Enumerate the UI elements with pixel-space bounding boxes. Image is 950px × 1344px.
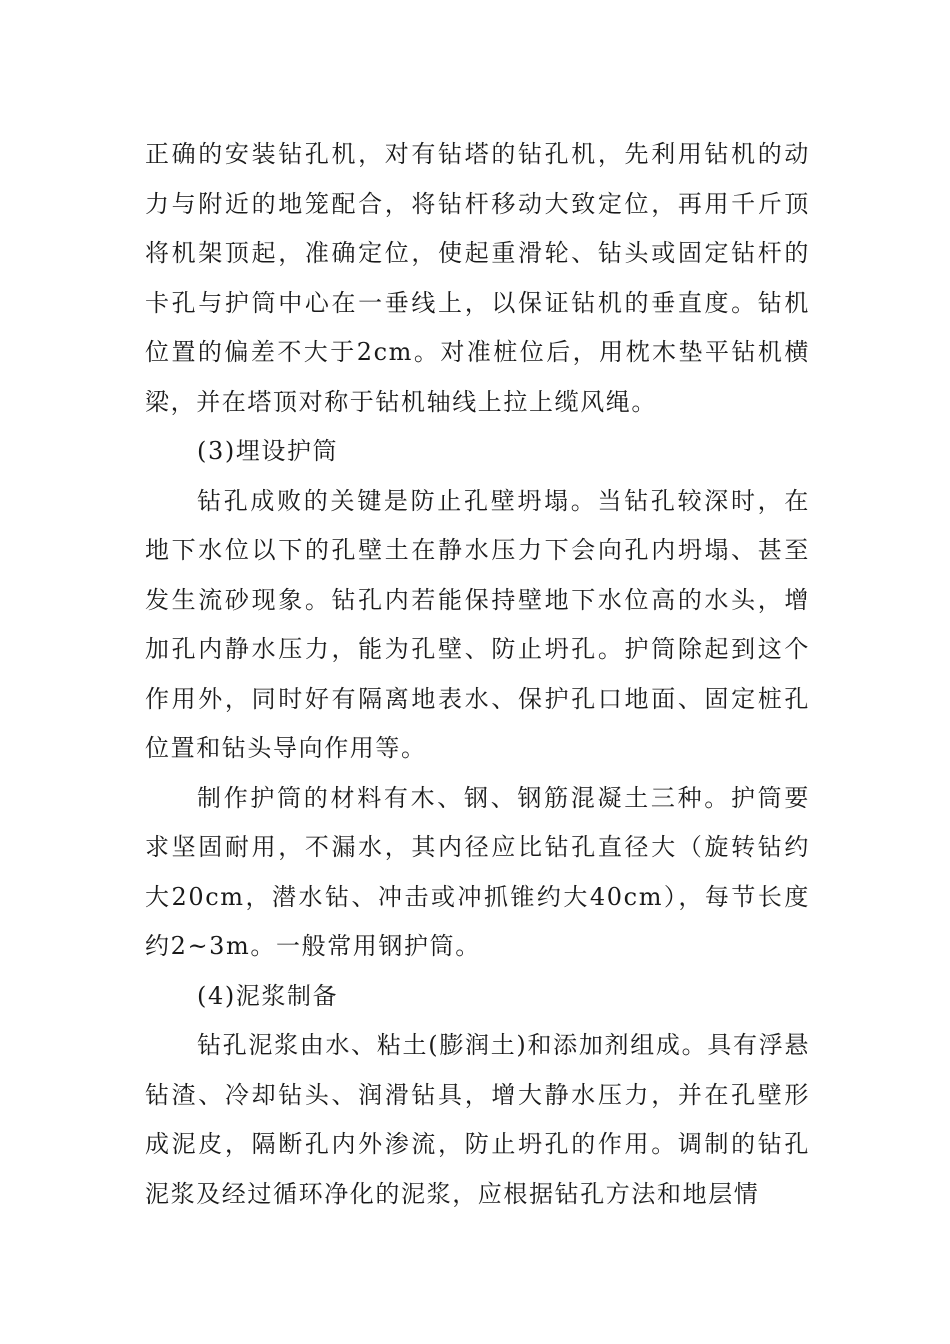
paragraph-casing-purpose: 钻孔成败的关键是防止孔壁坍塌。当钻孔较深时，在地下水位以下的孔壁土在静水压力下会向孔内坍塌、甚至发生流砂现象。钻孔内若能保持壁地下水位高的水头，增加孔内静水压力，能为孔壁、防止坍孔。护筒除起到这个作用外，同时好有隔离地表水、保护孔口地面、固定桩孔位置和钻头导向作用等。 <box>145 486 810 762</box>
paragraph-casing-material: 制作护筒的材料有木、钢、钢筋混凝土三种。护筒要求坚固耐用，不漏水，其内径应比钻孔直径大（旋转钻约大20cm，潜水钻、冲击或冲抓锥约大40cm），每节长度约2~3m。一般常用钢护筒。 <box>145 783 810 960</box>
heading-embed-casing: (3)埋设护筒 <box>197 437 339 465</box>
heading-mud-preparation: (4)泥浆制备 <box>197 981 339 1010</box>
paragraph-mud-composition: 钻孔泥浆由水、粘土(膨润土)和添加剂组成。具有浮悬钻渣、冷却钻头、润滑钻具，增大静水压力，并在孔壁形成泥皮，隔断孔内外渗流，防止坍孔的作用。调制的钻孔泥浆及经过循环净化的泥浆，应根据钻孔方法和地层情 <box>145 1031 810 1208</box>
document-page <box>145 130 810 1219</box>
paragraph-rig-installation: 正确的安装钻孔机，对有钻塔的钻孔机，先利用钻机的动力与附近的地笼配合，将钻杆移动大致定位，再用千斤顶将机架顶起，准确定位，使起重滑轮、钻头或固定钻杆的卡孔与护筒中心在一垂线上，以保证钻机的垂直度。钻机位置的偏差不大于2cm。对准桩位后，用枕木垫平钻机横梁，并在塔顶对称于钻机轴线上拉上缆风绳。 <box>145 140 810 416</box>
